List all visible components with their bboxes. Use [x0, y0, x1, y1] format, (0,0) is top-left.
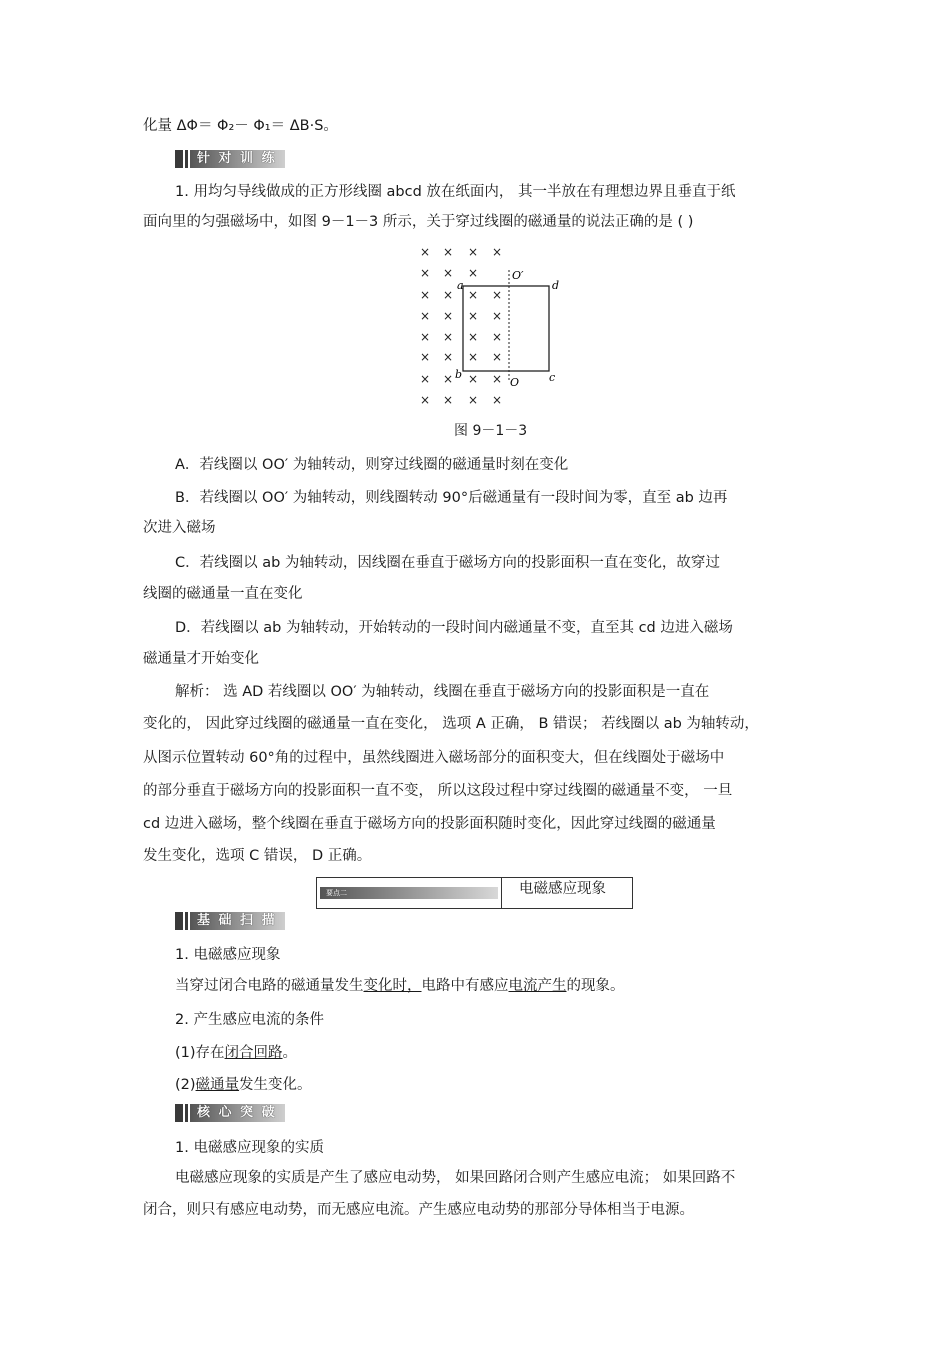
field-cross: ×: [467, 393, 479, 407]
field-cross: ×: [467, 266, 479, 280]
analysis-line-3: 从图示位置转动 60°角的过程中，虽然线圈进入磁场部分的面积变大，但在线圈处于磁场中: [143, 750, 725, 766]
section-title: 针 对 训 练: [197, 151, 277, 166]
topic-divider: [501, 878, 502, 908]
figure-caption: 图 9－1－3: [454, 423, 528, 439]
basics-heading-2: 2. 产生感应电流的条件: [175, 1012, 324, 1028]
underlined-answer: 磁通量: [195, 1077, 240, 1093]
topic-tag: 要点二: [326, 889, 347, 897]
basics-heading-1: 1. 电磁感应现象: [175, 947, 281, 963]
core-paragraph-line-2: 闭合，则只有感应电动势，而无感应电流。产生感应电动势的那部分导体相当于电源。: [143, 1202, 694, 1218]
field-cross: ×: [442, 330, 454, 344]
field-cross: ×: [442, 350, 454, 364]
condition-2: [175, 1075, 312, 1095]
text-segment: (1)存在: [175, 1045, 225, 1061]
text-segment: 电路中有感应: [421, 978, 509, 994]
field-cross: ×: [467, 330, 479, 344]
option-b-line-2: 次进入磁场: [143, 520, 216, 536]
field-cross: ×: [442, 288, 454, 302]
section-title: 基 础 扫 描: [197, 913, 277, 928]
magnetic-field-figure: [415, 242, 565, 412]
field-cross: ×: [419, 372, 431, 386]
underlined-answer: 闭合回路: [224, 1045, 283, 1061]
field-cross: ×: [442, 245, 454, 259]
field-cross: ×: [442, 309, 454, 323]
option-c-line-1: C．若线圈以 ab 为轴转动，因线圈在垂直于磁场方向的投影面积一直在变化，故穿过: [175, 555, 720, 571]
underlined-answer: 电流产生: [508, 978, 567, 994]
topic-title: 电磁感应现象: [519, 881, 606, 897]
field-cross: ×: [419, 330, 431, 344]
intro-line: 化量 ΔΦ＝ Φ₂－ Φ₁＝ ΔB·S。: [143, 118, 338, 134]
analysis-line-4: 的部分垂直于磁场方向的投影面积一直不变， 所以这段过程中穿过线圈的磁通量不变， 一旦: [143, 783, 733, 799]
core-paragraph-line-1: 电磁感应现象的实质是产生了感应电动势， 如果回路闭合则产生感应电流； 如果回路不: [175, 1170, 736, 1186]
field-cross: ×: [419, 245, 431, 259]
option-c-line-2: 线圈的磁通量一直在变化: [143, 586, 303, 602]
analysis-line-1: 解析： 选 AD 若线圈以 OO′ 为轴转动，线圈在垂直于磁场方向的投影面积是一直在: [175, 684, 710, 700]
label-d: d: [552, 279, 560, 292]
analysis-line-5: cd 边进入磁场，整个线圈在垂直于磁场方向的投影面积随时变化，因此穿过线圈的磁通量: [143, 816, 716, 832]
option-d-line-2: 磁通量才开始变化: [143, 651, 259, 667]
field-cross: ×: [467, 350, 479, 364]
field-cross: ×: [442, 372, 454, 386]
field-cross: ×: [419, 393, 431, 407]
field-cross: ×: [419, 350, 431, 364]
section-header-core: [175, 1104, 285, 1122]
topic-tag-bar: [320, 887, 498, 899]
field-cross: ×: [419, 266, 431, 280]
label-c: c: [549, 371, 556, 384]
text-segment: 。: [282, 1045, 298, 1061]
analysis-line-2: 变化的， 因此穿过线圈的磁通量一直在变化， 选项 A 正确， B 错误； 若线圈以 ab 为轴转动，: [143, 716, 759, 732]
field-cross: ×: [491, 309, 503, 323]
question-line-2: 面向里的匀强磁场中，如图 9－1－3 所示，关于穿过线圈的磁通量的说法正确的是 ( ): [143, 214, 694, 230]
label-a: a: [457, 279, 464, 292]
field-cross: ×: [442, 266, 454, 280]
condition-1: [175, 1043, 297, 1063]
field-cross: ×: [467, 309, 479, 323]
question-line-1: 1. 用均匀导线做成的正方形线圈 abcd 放在纸面内， 其一半放在有理想边界且垂直于纸: [175, 184, 736, 200]
option-a: A．若线圈以 OO′ 为轴转动，则穿过线圈的磁通量时刻在变化: [175, 457, 569, 473]
section-header-targeted-training: [175, 150, 285, 168]
core-heading-1: 1. 电磁感应现象的实质: [175, 1140, 324, 1156]
field-cross: ×: [491, 330, 503, 344]
field-cross: ×: [491, 288, 503, 302]
field-cross: ×: [442, 393, 454, 407]
field-cross: ×: [491, 372, 503, 386]
field-cross: ×: [467, 372, 479, 386]
section-title: 核 心 突 破: [197, 1105, 277, 1120]
label-o-prime: O′: [512, 269, 524, 282]
topic-box: [316, 877, 633, 909]
section-header-basics: [175, 912, 285, 930]
field-cross: ×: [491, 393, 503, 407]
magnetic-field-crosses: [420, 245, 502, 407]
field-cross: ×: [419, 309, 431, 323]
basics-paragraph-1: [175, 976, 625, 996]
analysis-line-6: 发生变化，选项 C 错误， D 正确。: [143, 848, 372, 864]
field-cross: ×: [491, 245, 503, 259]
text-segment: (2): [175, 1077, 196, 1093]
field-cross: ×: [467, 288, 479, 302]
label-b: b: [455, 368, 463, 381]
label-o: O: [510, 376, 520, 389]
field-cross: ×: [467, 245, 479, 259]
option-d-line-1: D．若线圈以 ab 为轴转动，开始转动的一段时间内磁通量不变，直至其 cd 边进入磁场: [175, 620, 733, 636]
option-b-line-1: B．若线圈以 OO′ 为轴转动，则线圈转动 90°后磁通量有一段时间为零，直至 ab 边再: [175, 490, 728, 506]
underlined-answer: 变化时，: [363, 978, 422, 994]
text-segment: 发生变化。: [239, 1077, 312, 1093]
text-segment: 当穿过闭合电路的磁通量发生: [175, 978, 364, 994]
text-segment: 的现象。: [566, 978, 625, 994]
field-cross: ×: [419, 288, 431, 302]
field-cross: ×: [491, 350, 503, 364]
